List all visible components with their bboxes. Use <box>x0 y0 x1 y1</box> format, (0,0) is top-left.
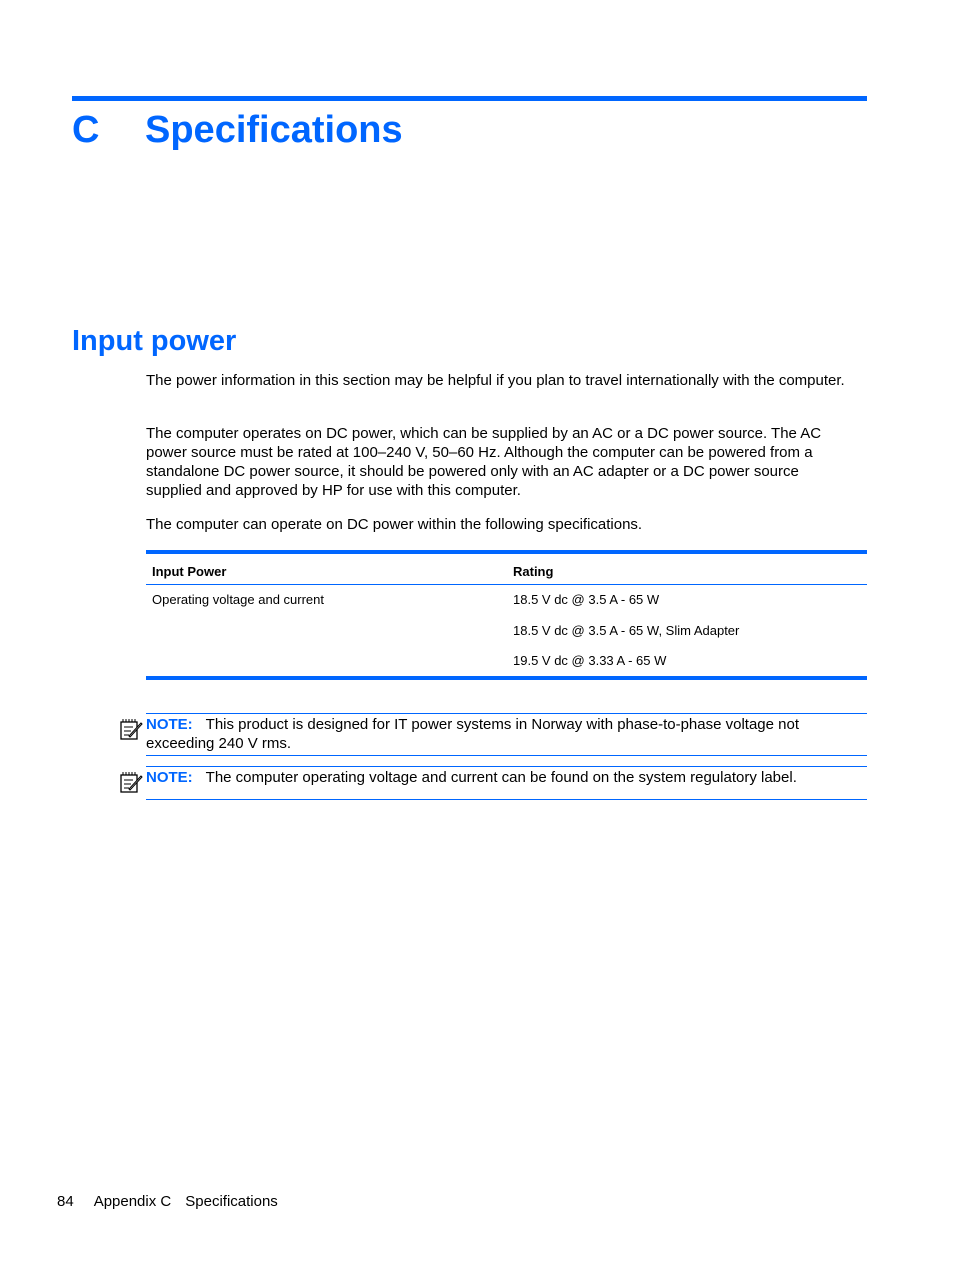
note-pad-icon <box>119 717 143 741</box>
paragraph-specs-lead: The computer can operate on DC power within the following specifications. <box>146 516 643 533</box>
table-row <box>146 585 867 676</box>
chapter-title: Specifications <box>145 109 403 151</box>
note-pad-icon <box>119 770 143 794</box>
paragraph-dc-power: The computer operates on DC power, which can be supplied by an AC or a DC power source. The AC power source must be rated at 100–240 V, 50–60 Hz. Although the computer can be powered from a standalone DC power source, it should be powered only with an AC adapter or a DC power source supplied and approved by HP for use with this computer. <box>146 425 822 499</box>
table-cell-row-label: Operating voltage and current <box>152 592 324 607</box>
table-header-input-power: Input Power <box>152 564 227 579</box>
table-cell-rating-2: 18.5 V dc @ 3.5 A - 65 W, Slim Adapter <box>513 623 740 638</box>
page-number: 84 <box>57 1193 74 1210</box>
input-power-table <box>146 550 867 680</box>
section-title: Input power <box>72 325 237 357</box>
table-bottom-rule <box>146 676 867 680</box>
table-cell-rating-3: 19.5 V dc @ 3.33 A - 65 W <box>513 653 667 668</box>
note-label: NOTE: <box>146 716 193 733</box>
chapter-letter: C <box>72 109 100 151</box>
chapter-rule <box>72 96 867 101</box>
note-text: This product is designed for IT power systems in Norway with phase-to-phase voltage not exceeding 240 V rms. <box>146 716 800 752</box>
paragraph-intro: The power information in this section may be helpful if you plan to travel internationally with the computer. <box>146 372 845 389</box>
table-header-row <box>146 554 867 585</box>
note-regulatory-label <box>146 766 867 800</box>
note-norway <box>146 713 867 756</box>
footer-appendix: Appendix C <box>93 1193 172 1210</box>
page-footer <box>57 1192 278 1211</box>
table-cell-rating-1: 18.5 V dc @ 3.5 A - 65 W <box>513 592 660 607</box>
note-text: The computer operating voltage and current can be found on the system regulatory label. <box>205 769 797 786</box>
note-label: NOTE: <box>146 769 193 786</box>
footer-title: Specifications <box>185 1193 278 1210</box>
table-header-rating: Rating <box>513 564 554 579</box>
